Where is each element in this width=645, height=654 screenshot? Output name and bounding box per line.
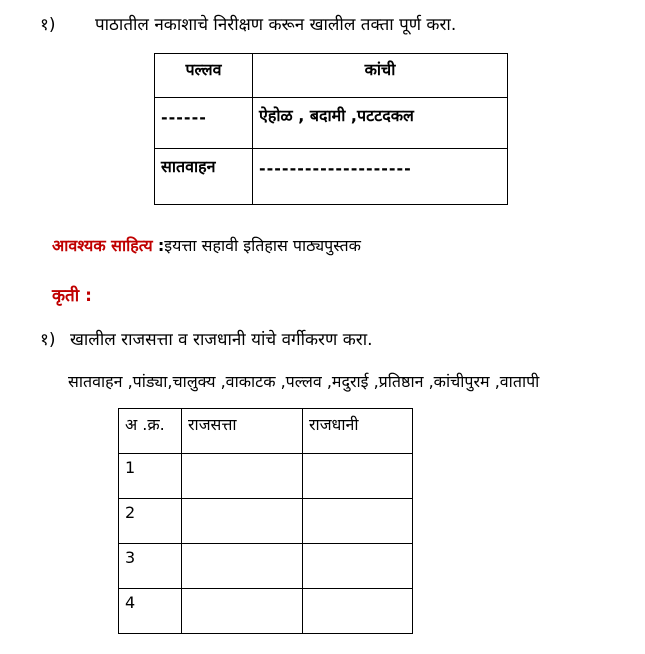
required-material xyxy=(52,234,361,256)
table-cell: ------ xyxy=(155,98,253,149)
question-text: पाठातील नकाशाचे निरीक्षण करून खालील तक्ता पूर्ण करा. xyxy=(95,15,457,35)
table-row xyxy=(119,499,413,544)
table-cell: 1 xyxy=(119,454,182,499)
table-header-row xyxy=(119,409,413,454)
table-cell: 4 xyxy=(119,589,182,634)
material-label: आवश्यक साहित्य xyxy=(52,236,153,255)
table-cell xyxy=(303,454,413,499)
table-row xyxy=(119,544,413,589)
table-cell xyxy=(182,544,303,589)
table-cell: -------------------- xyxy=(253,149,508,205)
table-cell xyxy=(303,589,413,634)
table-cell xyxy=(182,589,303,634)
header-cell: अ .क्र. xyxy=(119,409,182,454)
table-row xyxy=(119,589,413,634)
activity-heading: कृती : xyxy=(52,286,92,306)
table-header-row xyxy=(155,54,508,98)
table-cell xyxy=(303,544,413,589)
header-cell: राजधानी xyxy=(303,409,413,454)
table-row xyxy=(119,454,413,499)
table-cell xyxy=(182,454,303,499)
table-cell xyxy=(182,499,303,544)
header-cell: पल्लव xyxy=(155,54,253,98)
activity-number: १) xyxy=(40,330,56,350)
table-cell xyxy=(303,499,413,544)
word-list: सातवाहन ,पांड्या,चालुक्य ,वाकाटक ,पल्लव ,मदुराई ,प्रतिष्ठान ,कांचीपुरम ,वातापी xyxy=(68,372,540,391)
table-row xyxy=(155,98,508,149)
table-cell: 2 xyxy=(119,499,182,544)
header-cell: कांची xyxy=(253,54,508,98)
table-cell: ऐहोळ , बदामी ,पटटदकल xyxy=(253,98,508,149)
classification-table xyxy=(118,408,413,634)
material-colon: : xyxy=(157,236,165,255)
question-number: १) xyxy=(40,15,56,35)
header-cell: राजसत्ता xyxy=(182,409,303,454)
table-cell: सातवाहन xyxy=(155,149,253,205)
table-row xyxy=(155,149,508,205)
material-text: इयत्ता सहावी इतिहास पाठ्यपुस्तक xyxy=(164,236,361,255)
activity-text: खालील राजसत्ता व राजधानी यांचे वर्गीकरण करा. xyxy=(70,330,373,350)
table-cell: 3 xyxy=(119,544,182,589)
map-observation-table xyxy=(154,53,508,205)
